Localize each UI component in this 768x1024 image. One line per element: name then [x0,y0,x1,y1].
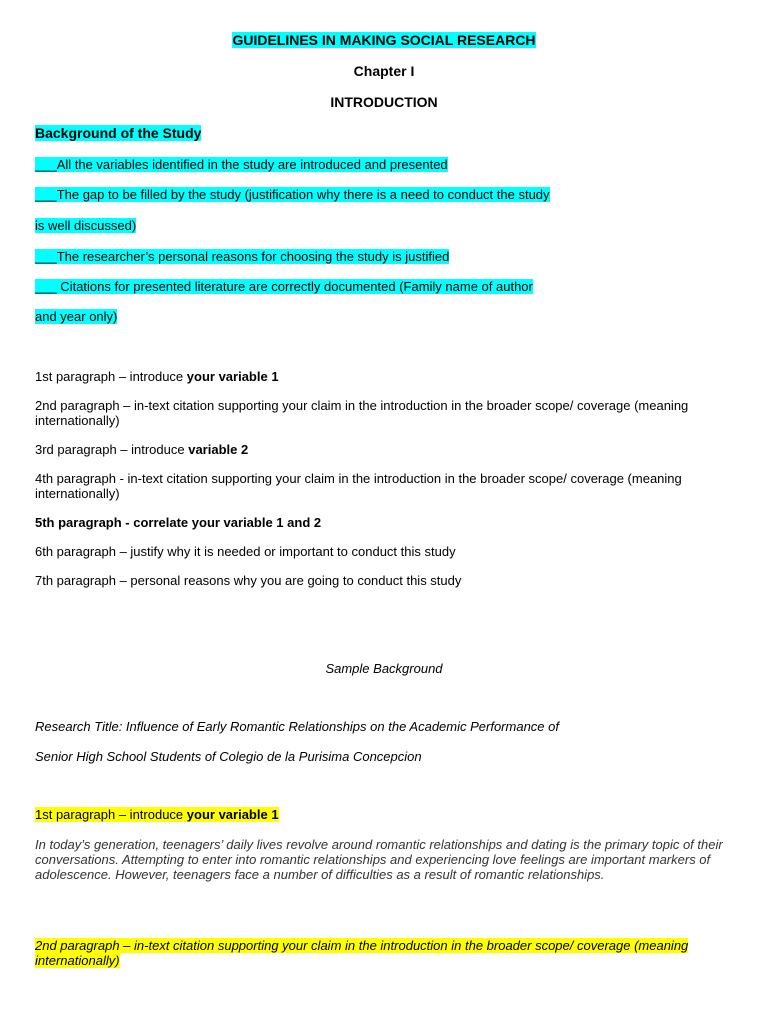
doc-title: GUIDELINES IN MAKING SOCIAL RESEARCH [232,32,536,48]
paragraph-guide-3: 3rd paragraph – introduce variable 2 [35,442,249,457]
chapter-label: Chapter I [353,63,415,79]
paragraph-guide-1: 1st paragraph – introduce your variable 1 [35,369,279,384]
paragraph-guide-6: 6th paragraph – justify why it is needed or important to conduct this study [35,544,456,559]
checklist-item-continued: is well discussed) [35,218,137,233]
paragraph-guide-2: 2nd paragraph – in-text citation supporting your claim in the introduction in the broader scope/ coverage (meaning internationally) [35,398,689,428]
checklist-item-continued: and year only) [35,309,118,324]
sample-paragraph-1-body: In today’s generation, teenagers’ daily lives revolve around romantic relationships and dating is the primary topic of their conversations. Attempting to enter into romantic relationships and experiencing love feelings are important markers of adolescence. However, teenagers face a number of difficulties as a result of romantic relationships. [35,837,723,882]
sample-paragraph-2-label: 2nd paragraph – in-text citation supporting your claim in the introduction in the broader scope/ coverage (meaning internationally) [35,938,689,968]
checklist-item: ___The researcher’s personal reasons for choosing the study is justified [35,249,450,264]
section-label: INTRODUCTION [330,94,438,110]
checklist-item: ___All the variables identified in the study are introduced and presented [35,157,448,172]
paragraph-guide-5: 5th paragraph - correlate your variable 1 and 2 [35,515,322,530]
paragraph-guide-7: 7th paragraph – personal reasons why you are going to conduct this study [35,573,462,588]
checklist-item: ___The gap to be filled by the study (justification why there is a need to conduct the study [35,187,550,202]
research-title-line-1: Research Title: Influence of Early Romantic Relationships on the Academic Performance of [35,719,559,734]
background-heading: Background of the Study [35,125,202,141]
research-title-line-2: Senior High School Students of Colegio de la Purisima Concepcion [35,749,422,764]
sample-heading: Sample Background [325,661,443,676]
checklist-item: ___ Citations for presented literature are correctly documented (Family name of author [35,279,533,294]
sample-paragraph-1-label: 1st paragraph – introduce your variable 1 [35,807,279,822]
paragraph-guide-4: 4th paragraph - in-text citation supporting your claim in the introduction in the broader scope/ coverage (meaning internationally) [35,471,682,501]
